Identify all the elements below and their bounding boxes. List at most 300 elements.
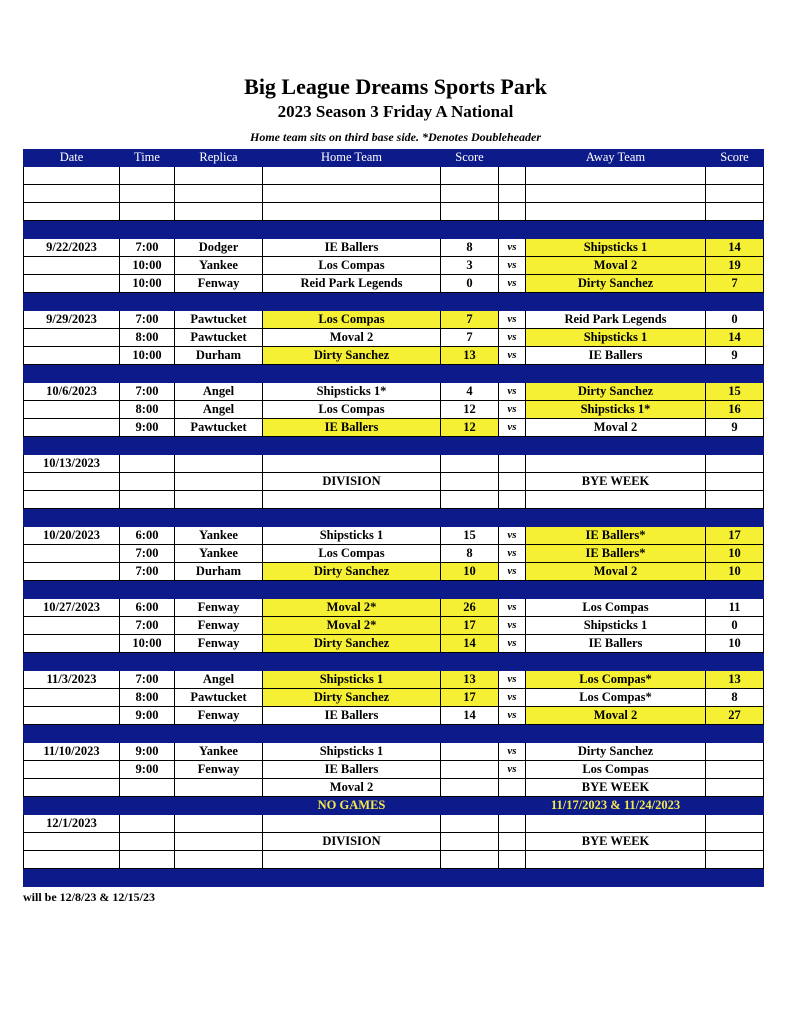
away-score-cell [706, 725, 764, 743]
date-cell [23, 257, 120, 275]
date-cell [23, 761, 120, 779]
time-cell: 10:00 [120, 635, 175, 653]
time-cell: 9:00 [120, 419, 175, 437]
vs-cell [499, 455, 526, 473]
table-row [23, 527, 764, 545]
away-team-cell [526, 221, 706, 239]
vs-cell [499, 203, 526, 221]
home-score-cell [441, 851, 499, 869]
separator-row [23, 797, 764, 815]
vs-cell: vs [499, 527, 526, 545]
home-team-cell: Moval 2* [263, 617, 441, 635]
home-score-cell [441, 743, 499, 761]
home-score-cell: 14 [441, 635, 499, 653]
home-score-cell [441, 725, 499, 743]
date-cell: 9/29/2023 [23, 311, 120, 329]
date-cell [23, 689, 120, 707]
vs-cell: vs [499, 599, 526, 617]
home-team-cell: Los Compas [263, 257, 441, 275]
separator-row [23, 653, 764, 671]
vs-cell [499, 725, 526, 743]
home-team-cell [263, 167, 441, 185]
date-cell [23, 437, 120, 455]
away-score-cell [706, 365, 764, 383]
separator-row [23, 581, 764, 599]
replica-cell [175, 581, 263, 599]
away-team-cell: IE Ballers [526, 347, 706, 365]
away-team-cell: Moval 2 [526, 257, 706, 275]
table-row [23, 563, 764, 581]
time-cell: 7:00 [120, 563, 175, 581]
table-row [23, 275, 764, 293]
date-cell [23, 491, 120, 509]
vs-cell [499, 509, 526, 527]
away-team-cell: Los Compas* [526, 689, 706, 707]
date-cell [23, 869, 120, 887]
table-row [23, 347, 764, 365]
footer-note: will be 12/8/23 & 12/15/23 [23, 890, 155, 904]
home-team-cell: Shipsticks 1 [263, 671, 441, 689]
away-score-cell [706, 815, 764, 833]
away-score-cell [706, 869, 764, 887]
home-team-cell: Dirty Sanchez [263, 563, 441, 581]
replica-cell: Pawtucket [175, 311, 263, 329]
replica-cell: Dodger [175, 239, 263, 257]
date-cell [23, 401, 120, 419]
vs-cell: vs [499, 617, 526, 635]
away-score-cell [706, 581, 764, 599]
separator-row [23, 725, 764, 743]
date-cell [23, 365, 120, 383]
time-cell [120, 473, 175, 491]
table-row [23, 383, 764, 401]
home-score-cell: 10 [441, 563, 499, 581]
header-time: Time [120, 149, 175, 167]
away-score-cell [706, 203, 764, 221]
date-cell [23, 167, 120, 185]
home-score-cell [441, 869, 499, 887]
away-team-cell [526, 491, 706, 509]
time-cell: 10:00 [120, 275, 175, 293]
away-score-cell: 11 [706, 599, 764, 617]
home-team-cell: Dirty Sanchez [263, 689, 441, 707]
vs-cell: vs [499, 563, 526, 581]
time-cell [120, 455, 175, 473]
time-cell [120, 653, 175, 671]
home-score-cell [441, 509, 499, 527]
date-cell: 9/22/2023 [23, 239, 120, 257]
away-team-cell: Dirty Sanchez [526, 743, 706, 761]
home-score-cell: 26 [441, 599, 499, 617]
replica-cell: Pawtucket [175, 689, 263, 707]
vs-cell: vs [499, 347, 526, 365]
table-row [23, 599, 764, 617]
table-row [23, 851, 764, 869]
replica-cell: Angel [175, 401, 263, 419]
date-cell [23, 563, 120, 581]
away-team-cell [526, 167, 706, 185]
separator-row [23, 221, 764, 239]
date-cell [23, 509, 120, 527]
home-score-cell [441, 653, 499, 671]
time-cell: 7:00 [120, 383, 175, 401]
away-score-cell: 10 [706, 545, 764, 563]
date-cell: 10/13/2023 [23, 455, 120, 473]
vs-cell [499, 473, 526, 491]
header-away-score: Score [706, 149, 764, 167]
home-score-cell: 0 [441, 275, 499, 293]
time-cell [120, 221, 175, 239]
header-vs [499, 149, 526, 167]
home-score-cell [441, 815, 499, 833]
away-team-cell: Reid Park Legends [526, 311, 706, 329]
away-team-cell [526, 437, 706, 455]
replica-cell [175, 797, 263, 815]
home-team-cell [263, 509, 441, 527]
home-team-cell [263, 653, 441, 671]
date-cell: 11/10/2023 [23, 743, 120, 761]
header-date: Date [23, 149, 120, 167]
away-team-cell: Shipsticks 1 [526, 617, 706, 635]
home-team-cell [263, 851, 441, 869]
home-score-cell [441, 473, 499, 491]
vs-cell: vs [499, 671, 526, 689]
home-team-cell [263, 455, 441, 473]
table-row [23, 455, 764, 473]
replica-cell: Fenway [175, 617, 263, 635]
replica-cell [175, 437, 263, 455]
time-cell: 6:00 [120, 599, 175, 617]
time-cell: 8:00 [120, 689, 175, 707]
home-team-cell: Shipsticks 1 [263, 743, 441, 761]
away-score-cell [706, 437, 764, 455]
time-cell: 7:00 [120, 545, 175, 563]
date-cell [23, 329, 120, 347]
away-team-cell: BYE WEEK [526, 473, 706, 491]
away-team-cell: Los Compas* [526, 671, 706, 689]
time-cell [120, 833, 175, 851]
table-row [23, 491, 764, 509]
home-score-cell: 8 [441, 239, 499, 257]
away-team-cell: Shipsticks 1 [526, 329, 706, 347]
replica-cell: Pawtucket [175, 419, 263, 437]
time-cell: 8:00 [120, 401, 175, 419]
time-cell: 7:00 [120, 239, 175, 257]
time-cell [120, 365, 175, 383]
replica-cell: Angel [175, 383, 263, 401]
vs-cell [499, 167, 526, 185]
away-team-cell: Los Compas [526, 761, 706, 779]
replica-cell [175, 293, 263, 311]
away-score-cell: 10 [706, 563, 764, 581]
replica-cell [175, 185, 263, 203]
replica-cell [175, 473, 263, 491]
replica-cell [175, 203, 263, 221]
away-team-cell [526, 581, 706, 599]
away-team-cell: IE Ballers [526, 635, 706, 653]
vs-cell [499, 491, 526, 509]
home-score-cell [441, 779, 499, 797]
time-cell [120, 851, 175, 869]
schedule-note: Home team sits on third base side. *Denotes Doubleheader [250, 130, 541, 144]
home-score-cell [441, 167, 499, 185]
home-team-cell [263, 815, 441, 833]
away-score-cell: 7 [706, 275, 764, 293]
away-team-cell: Dirty Sanchez [526, 275, 706, 293]
date-cell [23, 779, 120, 797]
away-score-cell [706, 185, 764, 203]
table-row [23, 311, 764, 329]
date-cell [23, 347, 120, 365]
away-team-cell: Shipsticks 1* [526, 401, 706, 419]
home-team-cell: DIVISION [263, 833, 441, 851]
time-cell [120, 167, 175, 185]
vs-cell: vs [499, 239, 526, 257]
replica-cell: Yankee [175, 257, 263, 275]
time-cell [120, 581, 175, 599]
away-score-cell [706, 167, 764, 185]
away-score-cell [706, 221, 764, 239]
away-team-cell: Los Compas [526, 599, 706, 617]
time-cell: 9:00 [120, 743, 175, 761]
away-score-cell: 16 [706, 401, 764, 419]
away-score-cell: 15 [706, 383, 764, 401]
vs-cell: vs [499, 311, 526, 329]
vs-cell [499, 851, 526, 869]
home-score-cell: 13 [441, 671, 499, 689]
home-score-cell: 15 [441, 527, 499, 545]
replica-cell [175, 365, 263, 383]
away-score-cell [706, 797, 764, 815]
table-row [23, 185, 764, 203]
away-score-cell: 0 [706, 617, 764, 635]
replica-cell: Fenway [175, 761, 263, 779]
vs-cell: vs [499, 689, 526, 707]
time-cell [120, 293, 175, 311]
time-cell [120, 869, 175, 887]
vs-cell: vs [499, 419, 526, 437]
home-score-cell: 12 [441, 419, 499, 437]
away-score-cell: 14 [706, 239, 764, 257]
home-score-cell: 17 [441, 689, 499, 707]
away-team-cell [526, 203, 706, 221]
home-team-cell [263, 869, 441, 887]
home-team-cell: IE Ballers [263, 761, 441, 779]
away-team-cell [526, 653, 706, 671]
vs-cell [499, 833, 526, 851]
separator-row [23, 293, 764, 311]
replica-cell [175, 815, 263, 833]
table-row [23, 329, 764, 347]
vs-cell: vs [499, 761, 526, 779]
replica-cell: Angel [175, 671, 263, 689]
time-cell: 10:00 [120, 257, 175, 275]
time-cell: 7:00 [120, 617, 175, 635]
table-row [23, 203, 764, 221]
header-away-team: Away Team [526, 149, 706, 167]
vs-cell [499, 437, 526, 455]
time-cell: 8:00 [120, 329, 175, 347]
vs-cell: vs [499, 707, 526, 725]
away-team-cell: Moval 2 [526, 707, 706, 725]
replica-cell: Yankee [175, 527, 263, 545]
home-team-cell: Los Compas [263, 545, 441, 563]
time-cell [120, 185, 175, 203]
table-row [23, 671, 764, 689]
date-cell [23, 293, 120, 311]
replica-cell: Durham [175, 347, 263, 365]
home-team-cell [263, 491, 441, 509]
time-cell: 10:00 [120, 347, 175, 365]
home-team-cell: Shipsticks 1* [263, 383, 441, 401]
replica-cell [175, 491, 263, 509]
date-cell: 10/27/2023 [23, 599, 120, 617]
time-cell: 6:00 [120, 527, 175, 545]
home-team-cell: Moval 2* [263, 599, 441, 617]
home-team-cell: NO GAMES [263, 797, 441, 815]
time-cell: 9:00 [120, 761, 175, 779]
home-score-cell: 3 [441, 257, 499, 275]
replica-cell: Fenway [175, 275, 263, 293]
vs-cell [499, 365, 526, 383]
header-home-score: Score [441, 149, 499, 167]
home-score-cell [441, 203, 499, 221]
table-row [23, 401, 764, 419]
vs-cell [499, 869, 526, 887]
table-row [23, 743, 764, 761]
date-cell [23, 707, 120, 725]
replica-cell [175, 167, 263, 185]
time-cell [120, 725, 175, 743]
date-cell [23, 833, 120, 851]
replica-cell: Pawtucket [175, 329, 263, 347]
separator-row [23, 869, 764, 887]
vs-cell [499, 815, 526, 833]
date-cell [23, 581, 120, 599]
home-team-cell [263, 725, 441, 743]
table-row [23, 473, 764, 491]
away-team-cell [526, 851, 706, 869]
time-cell: 7:00 [120, 311, 175, 329]
away-score-cell [706, 653, 764, 671]
separator-row [23, 365, 764, 383]
vs-cell: vs [499, 743, 526, 761]
date-cell [23, 221, 120, 239]
time-cell: 7:00 [120, 671, 175, 689]
away-score-cell: 8 [706, 689, 764, 707]
home-team-cell: Los Compas [263, 401, 441, 419]
home-score-cell: 8 [441, 545, 499, 563]
table-row [23, 419, 764, 437]
home-team-cell [263, 203, 441, 221]
vs-cell [499, 221, 526, 239]
away-score-cell: 10 [706, 635, 764, 653]
vs-cell: vs [499, 401, 526, 419]
home-score-cell [441, 185, 499, 203]
table-row [23, 167, 764, 185]
away-team-cell: Dirty Sanchez [526, 383, 706, 401]
vs-cell [499, 185, 526, 203]
away-score-cell [706, 473, 764, 491]
away-team-cell [526, 869, 706, 887]
home-score-cell [441, 581, 499, 599]
vs-cell: vs [499, 635, 526, 653]
away-score-cell [706, 779, 764, 797]
away-team-cell [526, 725, 706, 743]
table-row [23, 833, 764, 851]
replica-cell [175, 455, 263, 473]
home-score-cell [441, 221, 499, 239]
vs-cell [499, 653, 526, 671]
date-cell: 10/20/2023 [23, 527, 120, 545]
home-team-cell: IE Ballers [263, 707, 441, 725]
away-team-cell: Moval 2 [526, 419, 706, 437]
replica-cell [175, 833, 263, 851]
date-cell [23, 473, 120, 491]
table-row [23, 761, 764, 779]
table-row [23, 689, 764, 707]
away-score-cell: 17 [706, 527, 764, 545]
home-score-cell [441, 455, 499, 473]
vs-cell [499, 293, 526, 311]
table-row [23, 239, 764, 257]
vs-cell: vs [499, 275, 526, 293]
replica-cell [175, 653, 263, 671]
date-cell [23, 545, 120, 563]
date-cell: 11/3/2023 [23, 671, 120, 689]
away-score-cell [706, 455, 764, 473]
table-row [23, 617, 764, 635]
home-team-cell: Dirty Sanchez [263, 635, 441, 653]
time-cell: 9:00 [120, 707, 175, 725]
away-team-cell: BYE WEEK [526, 833, 706, 851]
table-row [23, 779, 764, 797]
date-cell: 12/1/2023 [23, 815, 120, 833]
time-cell [120, 797, 175, 815]
time-cell [120, 779, 175, 797]
home-score-cell: 7 [441, 311, 499, 329]
vs-cell: vs [499, 383, 526, 401]
header-home-team: Home Team [263, 149, 441, 167]
date-cell [23, 203, 120, 221]
home-score-cell: 12 [441, 401, 499, 419]
home-score-cell [441, 437, 499, 455]
away-score-cell: 14 [706, 329, 764, 347]
away-team-cell [526, 293, 706, 311]
date-cell [23, 851, 120, 869]
date-cell [23, 275, 120, 293]
away-team-cell [526, 185, 706, 203]
home-team-cell [263, 437, 441, 455]
away-score-cell: 19 [706, 257, 764, 275]
away-score-cell [706, 491, 764, 509]
header-replica: Replica [175, 149, 263, 167]
home-team-cell [263, 221, 441, 239]
page-title: Big League Dreams Sports Park [244, 74, 547, 99]
home-score-cell: 17 [441, 617, 499, 635]
separator-row [23, 509, 764, 527]
schedule-table [23, 149, 764, 887]
away-team-cell: IE Ballers* [526, 527, 706, 545]
date-cell [23, 797, 120, 815]
replica-cell [175, 725, 263, 743]
time-cell [120, 491, 175, 509]
date-cell [23, 653, 120, 671]
home-team-cell: Moval 2 [263, 329, 441, 347]
table-row [23, 635, 764, 653]
replica-cell: Fenway [175, 599, 263, 617]
replica-cell [175, 869, 263, 887]
